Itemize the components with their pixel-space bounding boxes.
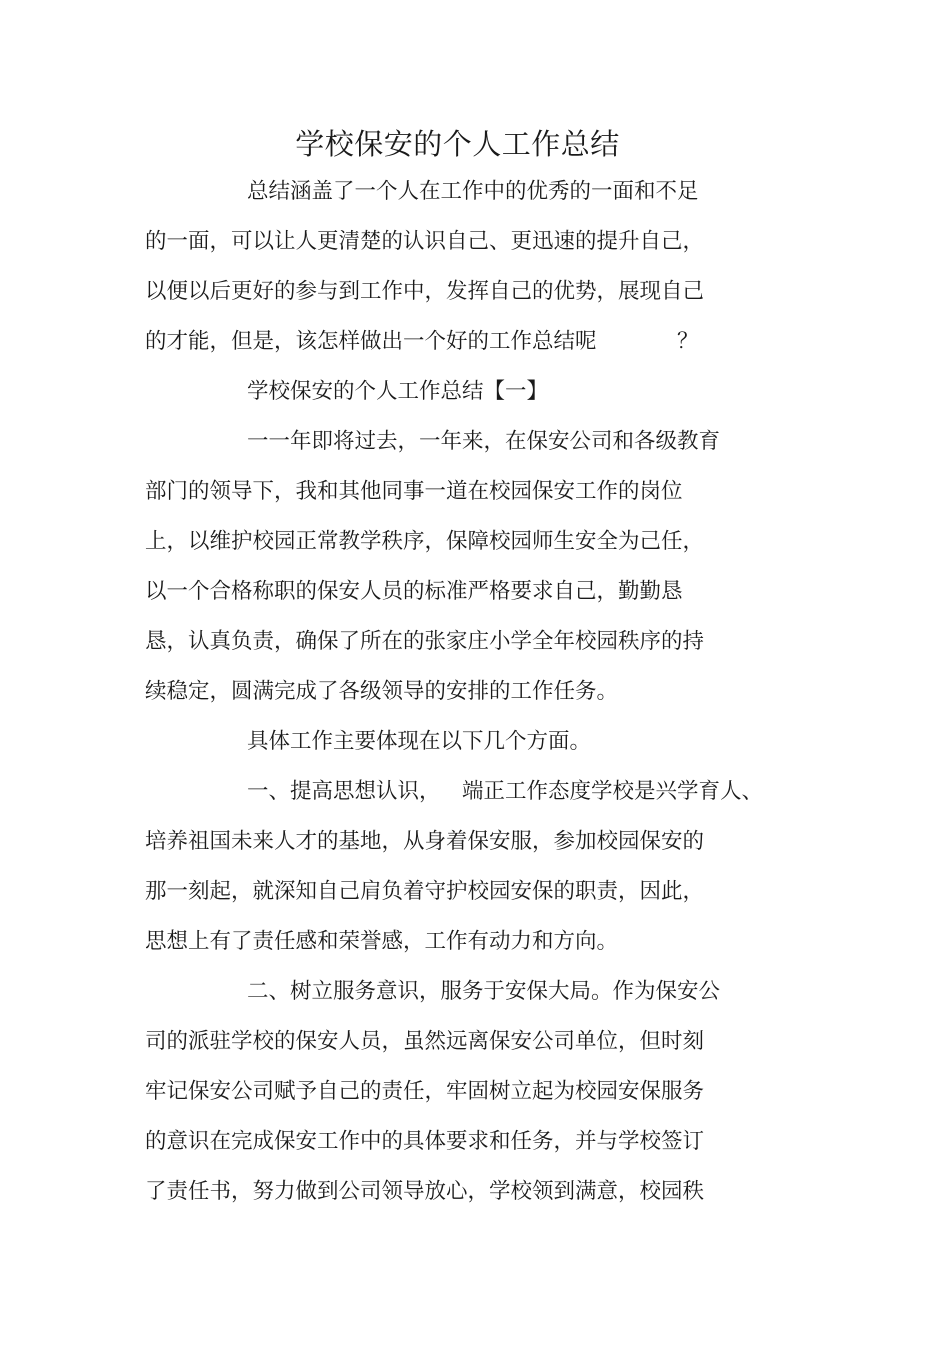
- text-line: 二、树立服务意识，服务于安保大局。作为保安公: [247, 979, 721, 1004]
- text-line: 续稳定，圆满完成了各级领导的安排的工作任务。: [145, 679, 619, 704]
- text-line: 部门的领导下，我和其他同事一道在校园保安工作的岗位: [145, 479, 683, 504]
- text-line: 以一个合格称职的保安人员的标准严格要求自己，勤勤恳: [145, 579, 683, 604]
- document-title: 学校保安的个人工作总结: [295, 127, 620, 161]
- section-heading: 学校保安的个人工作总结【一】: [247, 379, 549, 404]
- text-line: 的一面，可以让人更清楚的认识自己、更迅速的提升自己，: [145, 229, 705, 254]
- text-line: 培养祖国未来人才的基地，从身着保安服，参加校园保安的: [145, 829, 705, 854]
- text-line: 司的派驻学校的保安人员，虽然远离保安公司单位，但时刻: [145, 1029, 705, 1054]
- question-mark: ？: [677, 329, 699, 354]
- text-line: 牢记保安公司赋予自己的责任，牢固树立起为校园安保服务: [145, 1079, 705, 1104]
- text-line: 了责任书，努力做到公司领导放心，学校领到满意，校园秩: [145, 1179, 705, 1204]
- text-line: 思想上有了责任感和荣誉感，工作有动力和方向。: [145, 929, 619, 954]
- text-line: 的才能，但是，该怎样做出一个好的工作总结呢: [145, 329, 597, 354]
- text-line: 一一年即将过去，一年来，在保安公司和各级教育: [247, 429, 721, 454]
- text-line: 以便以后更好的参与到工作中，发挥自己的优势，展现自己: [145, 279, 705, 304]
- text-line: 上，以维护校园正常教学秩序，保障校园师生安全为己任，: [145, 529, 705, 554]
- text-line: 总结涵盖了一个人在工作中的优秀的一面和不足: [247, 179, 699, 204]
- text-line: 的意识在完成保安工作中的具体要求和任务，并与学校签订: [145, 1129, 705, 1154]
- text-line: 一、提高思想认识，: [247, 779, 441, 804]
- text-line: 端正工作态度学校是兴学育人、: [462, 779, 764, 804]
- text-line: 那一刻起，就深知自己肩负着守护校园安保的职责，因此，: [145, 879, 705, 904]
- text-line: 恳，认真负责，确保了所在的张家庄小学全年校园秩序的持: [145, 629, 705, 654]
- text-line: 具体工作主要体现在以下几个方面。: [247, 729, 592, 754]
